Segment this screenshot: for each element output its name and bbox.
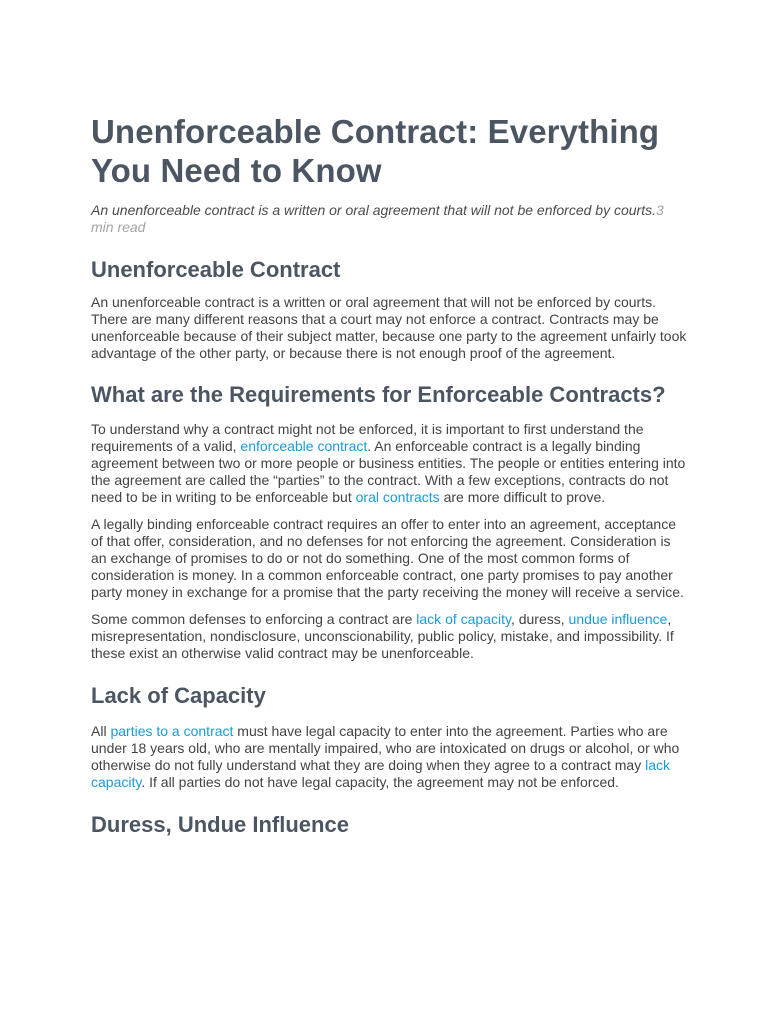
link-lack-of-capacity[interactable]: lack of capacity <box>416 611 511 627</box>
text-segment: . If all parties do not have legal capacity, the agreement may not be enforced. <box>141 774 619 790</box>
text-segment: must have legal capacity to enter into the agreement. Parties who are under 18 years old, who are mentally impaired, who are intoxicated on drugs or alcohol, or who otherwise do not fully understand what they are doing when they agree to a contract may <box>91 723 680 773</box>
text-segment: . An enforceable contract is a legally binding agreement between two or more people or business entities. The people or entities entering into the agreement are called the “parties” to the contract. With a few exceptions, contracts do not need to be in writing to be enforceable but <box>91 438 686 505</box>
paragraph-unenforceable-contract: An unenforceable contract is a written or oral agreement that will not be enforced by courts. There are many different reasons that a court may not enforce a contract. Contracts may be unenforceable because of their subject matter, because one party to the agreement unfairly took advantage of the other party, or because there is not enough proof of the agreement. <box>91 294 687 361</box>
subtitle-text: An unenforceable contract is a written or oral agreement that will not be enforced by courts. <box>91 202 656 218</box>
paragraph-requirements-3 <box>91 611 688 662</box>
text-segment: Some common defenses to enforcing a contract are <box>91 611 417 627</box>
text-segment: are more difficult to prove. <box>439 489 606 505</box>
link-parties-to-a-contract[interactable]: parties to a contract <box>110 723 234 739</box>
text-segment: To understand why a contract might not be enforced, it is important to first understand the requirements of a valid, <box>91 421 644 454</box>
heading-lack-of-capacity: Lack of Capacity <box>91 683 266 708</box>
text-segment: , misrepresentation, nondisclosure, unconscionability, public policy, mistake, and impossibility. If these exist an otherwise valid contract may be unenforceable. <box>91 611 674 661</box>
paragraph-requirements-1 <box>91 421 688 506</box>
paragraph-requirements-2: A legally binding enforceable contract requires an offer to enter into an agreement, acceptance of that offer, consideration, and no defenses for not enforcing the agreement. Consideration is an exchange of promises to do or not do something. One of the most common forms of consideration is money. In a common enforceable contract, one party promises to pay another party money in exchange for a promise that the party receiving the money will receive a service. <box>91 516 684 600</box>
link-undue-influence[interactable]: undue influence <box>568 611 668 627</box>
article-subtitle <box>91 202 688 236</box>
read-time: 3 min read <box>91 202 664 235</box>
heading-requirements: What are the Requirements for Enforceable Contracts? <box>91 382 666 407</box>
paragraph-lack-of-capacity <box>91 723 688 791</box>
heading-duress-undue-influence: Duress, Undue Influence <box>91 812 349 837</box>
page-title: Unenforceable Contract: Everything You Need to Know <box>91 113 660 189</box>
text-segment: All <box>91 723 111 739</box>
heading-unenforceable-contract: Unenforceable Contract <box>91 257 341 282</box>
link-lack-capacity[interactable]: lack capacity <box>91 757 671 790</box>
link-oral-contracts[interactable]: oral contracts <box>355 489 440 505</box>
text-segment: , duress, <box>510 611 569 627</box>
link-enforceable-contract[interactable]: enforceable contract <box>240 438 368 454</box>
